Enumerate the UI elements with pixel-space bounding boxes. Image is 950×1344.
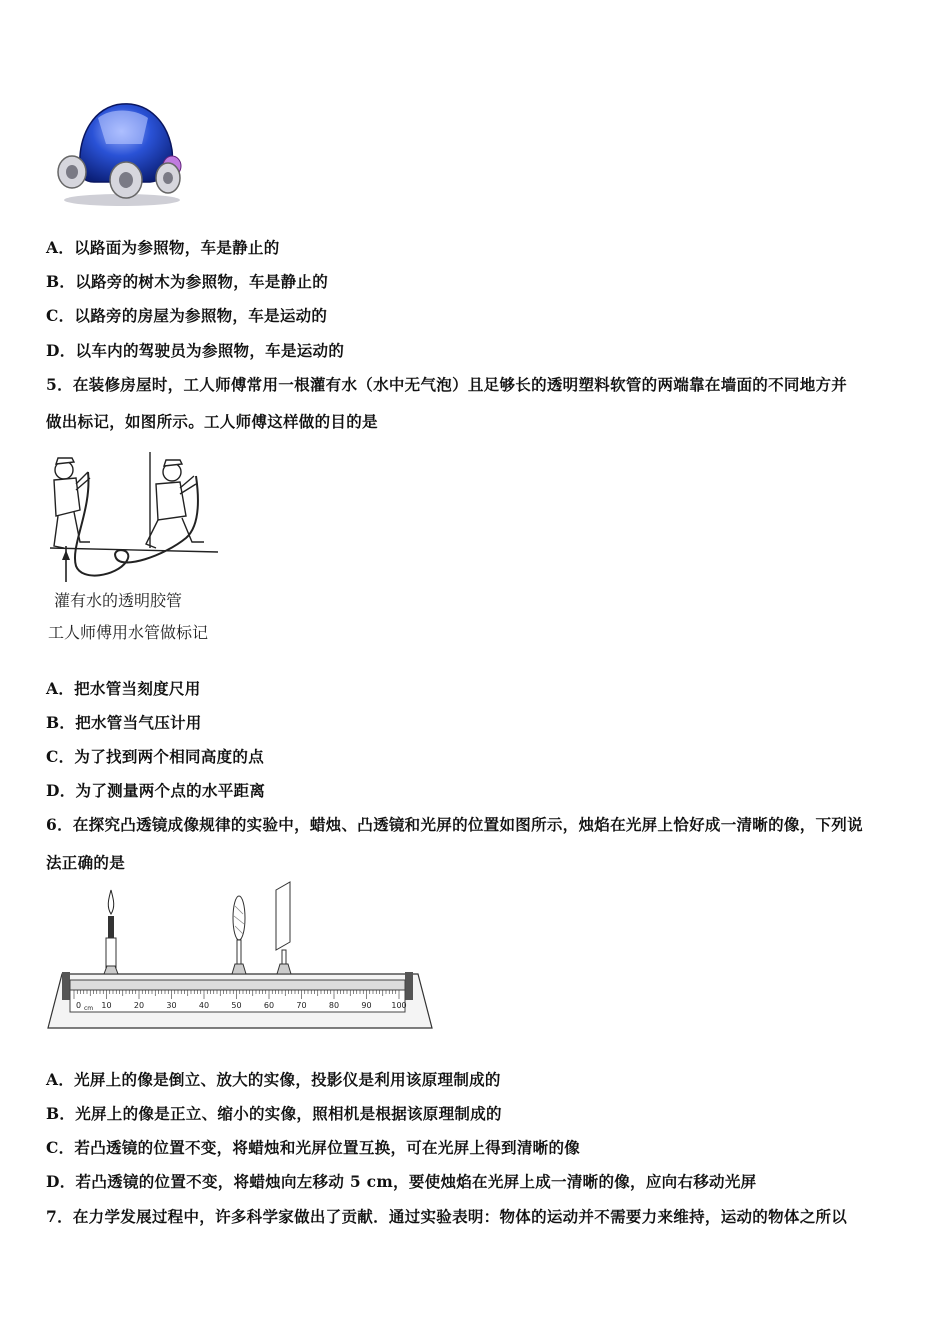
car-figure xyxy=(50,96,190,208)
ruler-tick-label: 50 xyxy=(231,1001,242,1010)
ruler-tick-label: 40 xyxy=(198,1001,210,1010)
q5-option-d: D．为了测量两个点的水平距离 xyxy=(46,781,266,800)
q4-option-d: D．以车内的驾驶员为参照物，车是运动的 xyxy=(46,341,345,360)
q5-figure-caption: 工人师傅用水管做标记 xyxy=(48,623,209,642)
ruler-tick-label: 0 xyxy=(76,1001,82,1010)
convex-lens xyxy=(232,896,246,974)
q5-stem-line1: 5．在装修房屋时，工人师傅常用一根灌有水（水中无气泡）且足够长的透明塑料软管的两端靠在墙面的不同地方并 xyxy=(46,375,848,394)
ruler-tick-label: 30 xyxy=(166,1001,177,1010)
q5-stem-line2: 做出标记，如图所示。工人师傅这样做的目的是 xyxy=(46,412,378,431)
q6-option-c: C．若凸透镜的位置不变，将蜡烛和光屏位置互换，可在光屏上得到清晰的像 xyxy=(46,1138,581,1157)
q5-option-c: C．为了找到两个相同高度的点 xyxy=(46,747,265,766)
ruler-tick-label: 60 xyxy=(263,1001,275,1010)
q4-option-a: A．以路面为参照物，车是静止的 xyxy=(46,238,280,257)
q4-option-c: C．以路旁的房屋为参照物，车是运动的 xyxy=(46,306,328,325)
car-illustration xyxy=(50,96,190,208)
flame-icon xyxy=(108,890,113,914)
q6-stem-line1: 6．在探究凸透镜成像规律的实验中，蜡烛、凸透镜和光屏的位置如图所示，烛焰在光屏上恰好成一清晰的像，下列说 xyxy=(46,815,863,834)
workers-illustration xyxy=(46,450,226,590)
candle xyxy=(104,890,118,974)
ruler-tick-label: 80 xyxy=(328,1001,340,1010)
q6-option-b: B．光屏上的像是正立、缩小的实像，照相机是根据该原理制成的 xyxy=(46,1104,502,1123)
bench-end-right xyxy=(405,972,413,1000)
q5-option-a: A．把水管当刻度尺用 xyxy=(46,679,201,698)
ruler-tick-label: 20 xyxy=(133,1001,145,1010)
q4-option-b: B．以路旁的树木为参照物，车是静止的 xyxy=(46,272,329,291)
workers-figure xyxy=(46,450,226,590)
ruler-tick-label: 90 xyxy=(361,1001,372,1010)
q6-option-d: D．若凸透镜的位置不变，将蜡烛向左移动 5 cm，要使烛焰在光屏上成一清晰的像，应向右移动光屏 xyxy=(46,1172,757,1191)
arrow-icon xyxy=(62,550,70,560)
q5-option-b: B．把水管当气压计用 xyxy=(46,713,202,732)
optical-bench-figure xyxy=(44,876,436,1032)
ruler-tick-label: 70 xyxy=(296,1001,307,1010)
q7-stem-line1: 7．在力学发展过程中，许多科学家做出了贡献．通过实验表明：物体的运动并不需要力来维持，运动的物体之所以 xyxy=(46,1207,848,1226)
q5-figure-label: 灌有水的透明胶管 xyxy=(54,591,183,610)
ruler-unit: cm xyxy=(84,1005,94,1012)
optical-bench-illustration xyxy=(44,876,436,1032)
ruler-tick-label: 100 xyxy=(391,1001,407,1010)
q6-option-a: A．光屏上的像是倒立、放大的实像，投影仪是利用该原理制成的 xyxy=(46,1070,501,1089)
q6-stem-line2: 法正确的是 xyxy=(46,853,126,872)
bench-end-left xyxy=(62,972,70,1000)
light-screen xyxy=(276,882,291,974)
ruler-tick-label: 10 xyxy=(101,1001,112,1010)
